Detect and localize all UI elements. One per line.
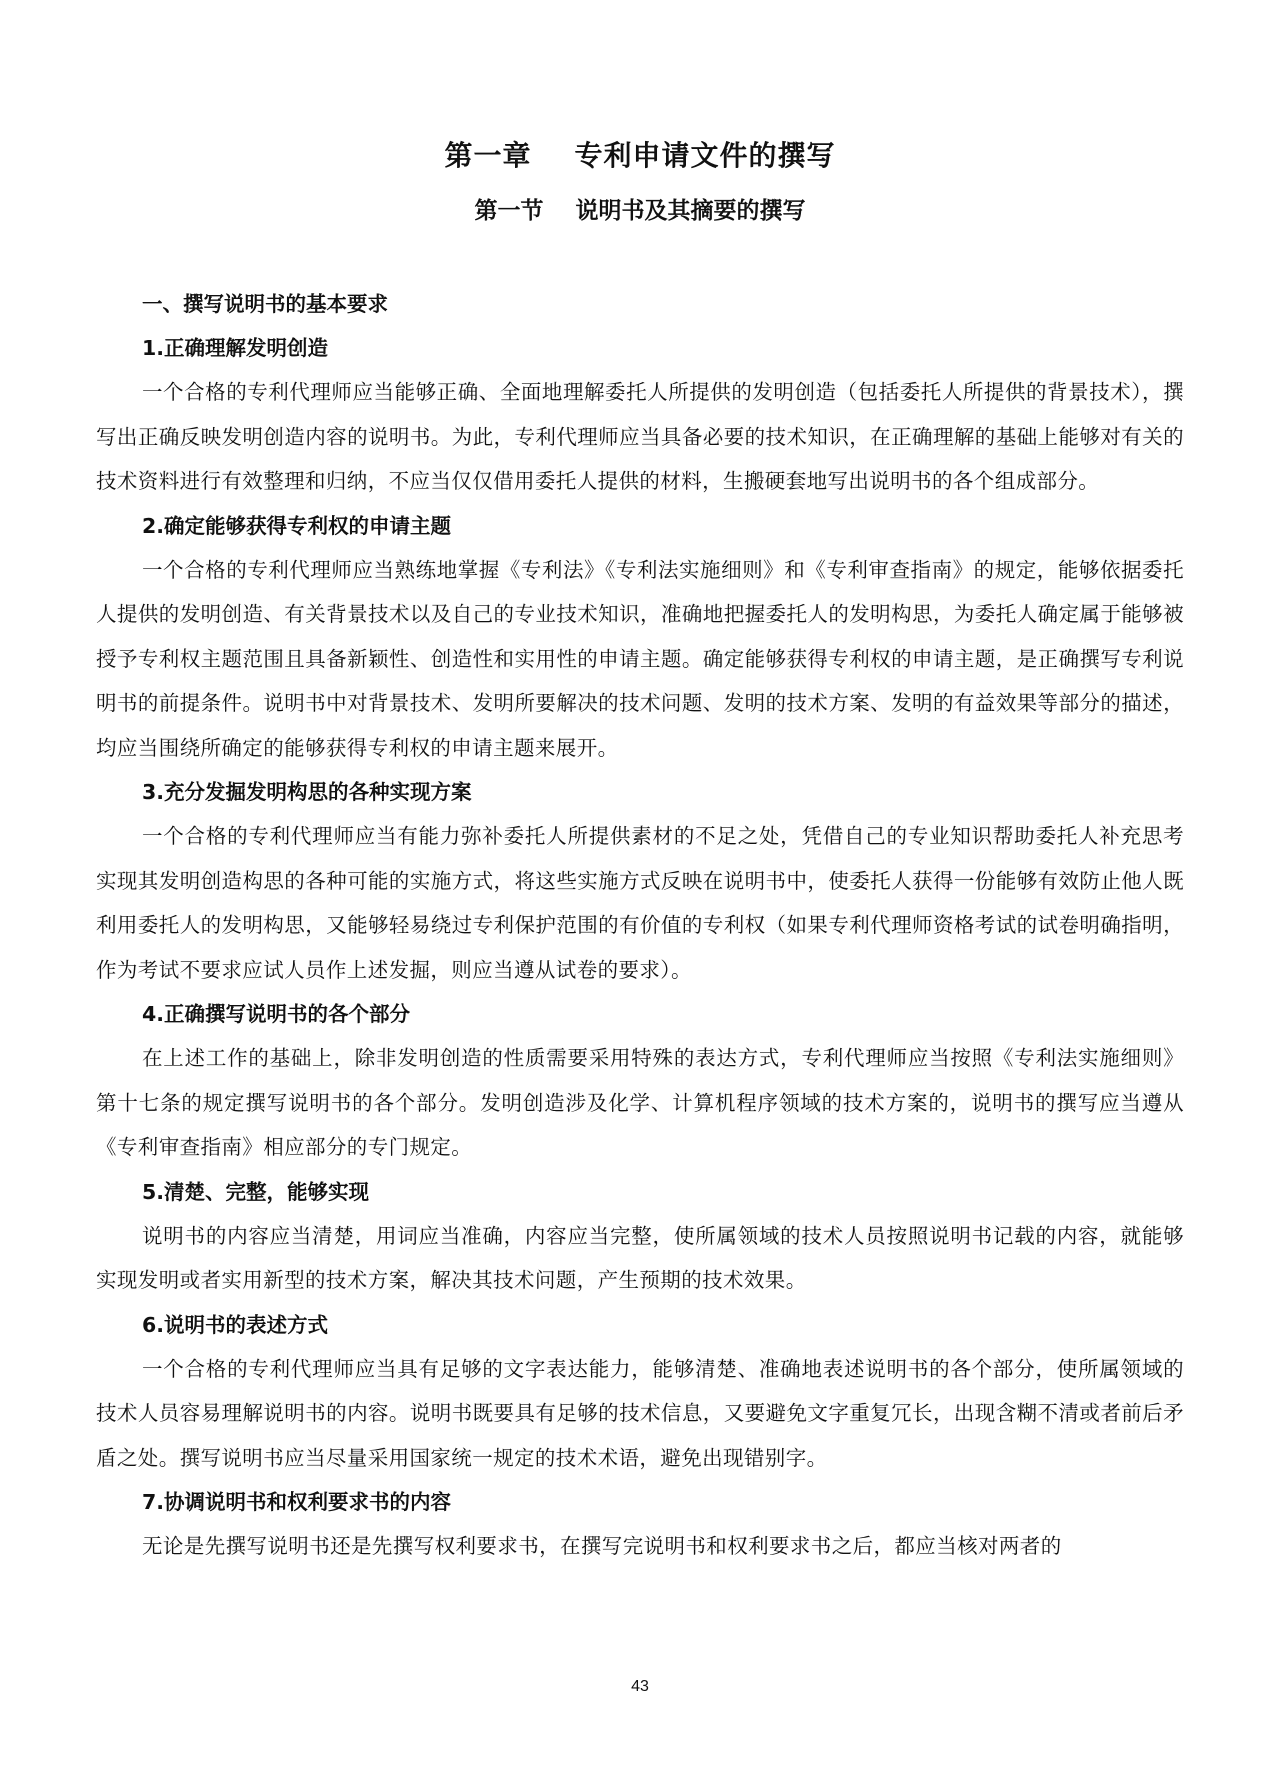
subheading-7: 7.协调说明书和权利要求书的内容 <box>142 1490 452 1514</box>
paragraph-4: 在上述工作的基础上，除非发明创造的性质需要采用特殊的表达方式，专利代理师应当按照《专利法实施细则》第十七条的规定撰写说明书的各个部分。发明创造涉及化学、计算机程序领域的技术方案的，说明书的撰写应当遵从《专利审查指南》相应部分的专门规定。 <box>96 1046 1184 1159</box>
subheading-6: 6.说明书的表述方式 <box>142 1312 329 1337</box>
paragraph-7: 无论是先撰写说明书还是先撰写权利要求书，在撰写完说明书和权利要求书之后，都应当核对两者的 <box>142 1534 1062 1558</box>
paragraph-6: 一个合格的专利代理师应当具有足够的文字表达能力，能够清楚、准确地表述说明书的各个部分，使所属领域的技术人员容易理解说明书的内容。说明书既要具有足够的技术信息，又要避免文字重复冗长，出现含糊不清或者前后矛盾之处。撰写说明书应当尽量采用国家统一规定的技术术语，避免出现错别字。 <box>96 1356 1184 1470</box>
paragraph-5: 说明书的内容应当清楚，用词应当准确，内容应当完整，使所属领域的技术人员按照说明书记载的内容，就能够实现发明或者实用新型的技术方案，解决其技术问题，产生预期的技术效果。 <box>96 1223 1184 1292</box>
paragraph-3: 一个合格的专利代理师应当有能力弥补委托人所提供素材的不足之处，凭借自己的专业知识帮助委托人补充思考实现其发明创造构思的各种可能的实施方式，将这些实施方式反映在说明书中，使委托人获得一份能够有效防止他人既利用委托人的发明构思，又能够轻易绕过专利保护范围的有价值的专利权（如果专利代理师资格考试的试卷明确指明，作为考试不要求应试人员作上述发掘，则应当遵从试卷的要求）。 <box>96 824 1184 982</box>
paragraph-2: 一个合格的专利代理师应当熟练地掌握《专利法》《专利法实施细则》和《专利审查指南》的规定，能够依据委托人提供的发明创造、有关背景技术以及自己的专业技术知识，准确地把握委托人的发明构思，为委托人确定属于能够被授予专利权主题范围且具备新颖性、创造性和实用性的申请主题。确定能够获得专利权的申请主题，是正确撰写专利说明书的前提条件。说明书中对背景技术、发明所要解决的技术问题、发明的技术方案、发明的有益效果等部分的描述，均应当围绕所确定的能够获得专利权的申请主题来展开。 <box>96 557 1184 760</box>
chapter-title: 第一章 专利申请文件的撰写 <box>444 139 836 172</box>
heading-basic-requirements: 一、撰写说明书的基本要求 <box>142 292 388 316</box>
subheading-5: 5.清楚、完整，能够实现 <box>142 1179 370 1204</box>
subheading-4: 4.正确撰写说明书的各个部分 <box>142 1002 411 1026</box>
paragraph-1: 一个合格的专利代理师应当能够正确、全面地理解委托人所提供的发明创造（包括委托人所提供的背景技术），撰写出正确反映发明创造内容的说明书。为此，专利代理师应当具备必要的技术知识，在正确理解的基础上能够对有关的技术资料进行有效整理和归纳，不应当仅仅借用委托人提供的材料，生搬硬套地写出说明书的各个组成部分。 <box>96 380 1184 493</box>
subheading-1: 1.正确理解发明创造 <box>142 336 329 360</box>
section-title: 第一节 说明书及其摘要的撰写 <box>474 198 806 224</box>
subheading-3: 3.充分发掘发明构思的各种实现方案 <box>142 780 472 804</box>
page-number: 43 <box>631 1678 649 1695</box>
document-body <box>96 282 1184 1569</box>
subheading-2: 2.确定能够获得专利权的申请主题 <box>142 513 452 538</box>
